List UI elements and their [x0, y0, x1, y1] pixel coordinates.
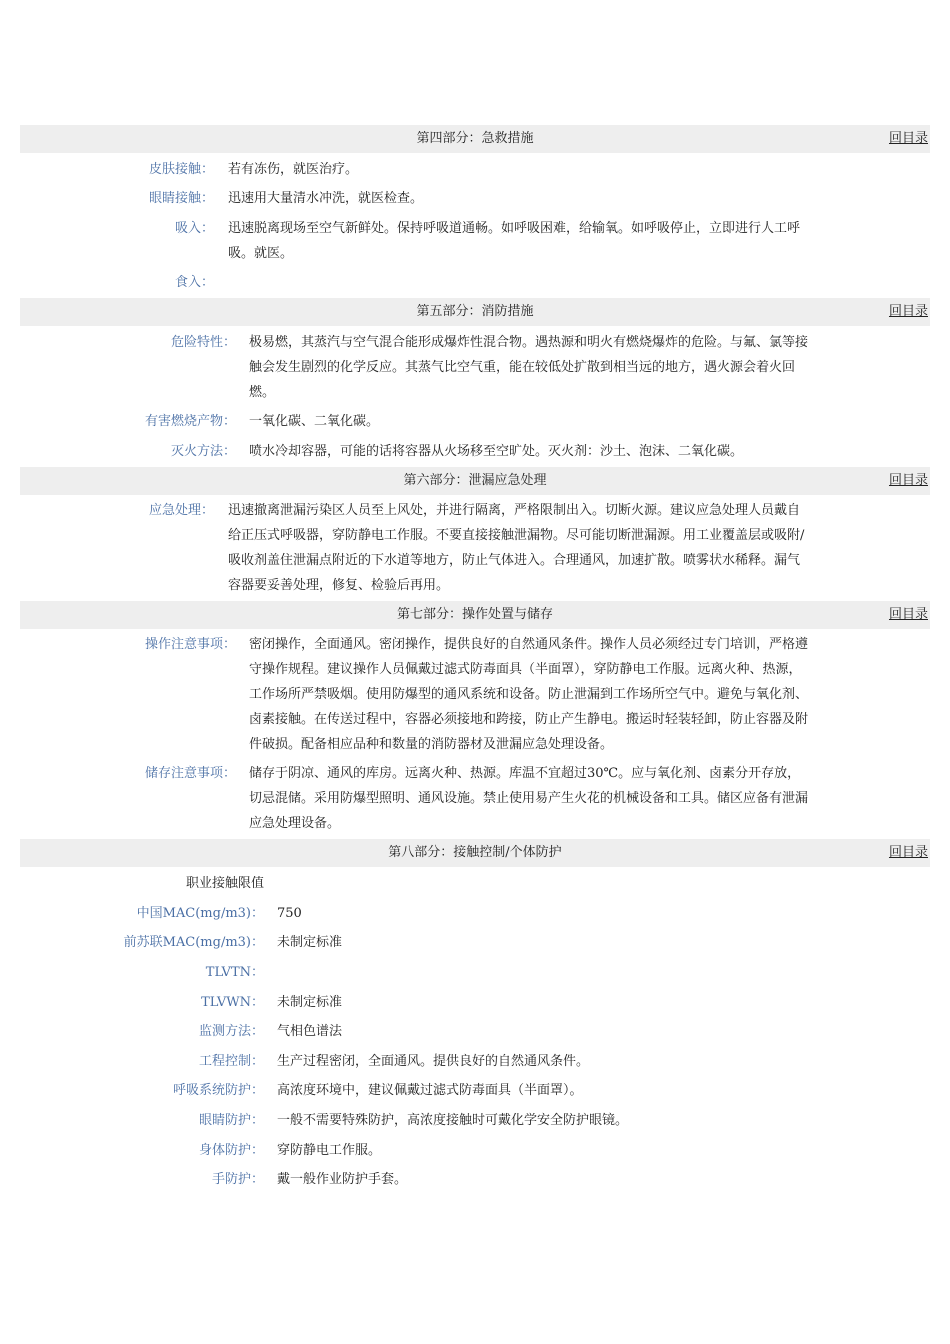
field-label: 储存注意事项：: [144, 766, 236, 781]
field-value: 密闭操作，全面通风。密闭操作，提供良好的自然通风条件。操作人员必须经过专门培训，严格遵守操作规程。建议操作人员佩戴过滤式防毒面具（半面罩），穿防静电工作服。远离火种、热源，工作场所严禁吸烟。使用防爆型的通风系统和设备。防止泄漏到工作场所空气中。避免与氧化剂、卤素接触。在传送过程中，容器必须接地和跨接，防止产生静电。搬运时轻装轻卸，防止容器及附件破损。配备相应品种和数量的消防器材及泄漏应急处理设备。: [249, 637, 809, 752]
back-to-toc-link[interactable]: 回目录: [888, 131, 928, 146]
field-label: 操作注意事项：: [144, 637, 236, 652]
field-label: 眼睛接触：: [148, 191, 214, 206]
field-value: 迅速用大量清水冲洗，就医检查。: [228, 191, 424, 206]
field-value: 储存于阴凉、通风的库房。远离火种、热源。库温不宜超过30℃。应与氧化剂、卤素分开存放，切忌混储。采用防爆型照明、通风设施。禁止使用易产生火花的机械设备和工具。储区应备有泄漏应急处理设备。: [249, 766, 809, 831]
field-value: 迅速脱离现场至空气新鲜处。保持呼吸道通畅。如呼吸困难，给输氧。如呼吸停止，立即进行人工呼吸。就医。: [228, 221, 801, 261]
field-value: 生产过程密闭，全面通风。提供良好的自然通风条件。: [277, 1054, 590, 1069]
section-title: 第四部分：急救措施: [416, 131, 534, 146]
section-header-first-aid: [20, 125, 930, 153]
field-label: TLVTN：: [205, 965, 264, 980]
field-label: 应急处理：: [148, 503, 214, 518]
field-value: 喷水冷却容器，可能的话将容器从火场移至空旷处。灭火剂：沙土、泡沫、二氧化碳。: [249, 444, 744, 459]
field-value: 未制定标准: [277, 995, 343, 1010]
section-title: 第五部分：消防措施: [416, 304, 534, 319]
field-label: 监测方法：: [198, 1024, 264, 1039]
section-title: 第六部分：泄漏应急处理: [403, 473, 547, 488]
field-label: 前苏联MAC(mg/m3)：: [123, 935, 264, 950]
field-value: 气相色谱法: [277, 1024, 343, 1039]
field-value: 750: [277, 906, 302, 921]
field-label: 手防护：: [211, 1172, 264, 1187]
field-label: 灭火方法：: [170, 444, 236, 459]
field-label: TLVWN：: [201, 995, 264, 1010]
back-to-toc-link[interactable]: 回目录: [888, 304, 928, 319]
field-label: 食入：: [174, 275, 214, 290]
field-value: 若有冻伤，就医治疗。: [228, 162, 359, 177]
section-header-firefighting: [20, 298, 930, 326]
field-label: 中国MAC(mg/m3)：: [136, 906, 264, 921]
field-label: 身体防护：: [198, 1143, 264, 1158]
field-value: 未制定标准: [277, 935, 343, 950]
field-value: 高浓度环境中，建议佩戴过滤式防毒面具（半面罩）。: [277, 1083, 583, 1098]
subsection-title: 职业接触限值: [186, 876, 265, 891]
section-header-spill-response: [20, 467, 930, 495]
field-label: 吸入：: [174, 221, 214, 236]
field-value: 一般不需要特殊防护，高浓度接触时可戴化学安全防护眼镜。: [277, 1113, 629, 1128]
back-to-toc-link[interactable]: 回目录: [888, 473, 928, 488]
field-label: 皮肤接触：: [148, 162, 214, 177]
back-to-toc-link[interactable]: 回目录: [888, 607, 928, 622]
field-label: 呼吸系统防护：: [172, 1083, 264, 1098]
field-label: 有害燃烧产物：: [144, 414, 236, 429]
field-value: 极易燃，其蒸汽与空气混合能形成爆炸性混合物。遇热源和明火有燃烧爆炸的危险。与氟、氯等接触会发生剧烈的化学反应。其蒸气比空气重，能在较低处扩散到相当远的地方，遇火源会着火回燃。: [249, 335, 809, 400]
back-to-toc-link[interactable]: 回目录: [888, 845, 928, 860]
field-value: 穿防静电工作服。: [277, 1143, 382, 1158]
field-label: 工程控制：: [198, 1054, 264, 1069]
section-header-handling-storage: [20, 601, 930, 629]
field-value: 一氧化碳、二氧化碳。: [249, 414, 380, 429]
field-value: 戴一般作业防护手套。: [277, 1172, 408, 1187]
field-label: 危险特性：: [170, 335, 236, 350]
section-header-exposure-control: [20, 839, 930, 867]
section-title: 第八部分：接触控制/个体防护: [388, 845, 562, 860]
field-value: 迅速撤离泄漏污染区人员至上风处，并进行隔离，严格限制出入。切断火源。建议应急处理人员戴自给正压式呼吸器，穿防静电工作服。不要直接接触泄漏物。尽可能切断泄漏源。用工业覆盖层或吸附/ 吸收剂盖住泄漏点附近的下水道等地方，防止气体进入。合理通风，加速扩散。喷雾状水稀释。漏气容器要妥善处理，修复、检验后再用。: [228, 503, 805, 593]
section-title: 第七部分：操作处置与储存: [396, 607, 553, 622]
field-label: 眼睛防护：: [198, 1113, 264, 1128]
